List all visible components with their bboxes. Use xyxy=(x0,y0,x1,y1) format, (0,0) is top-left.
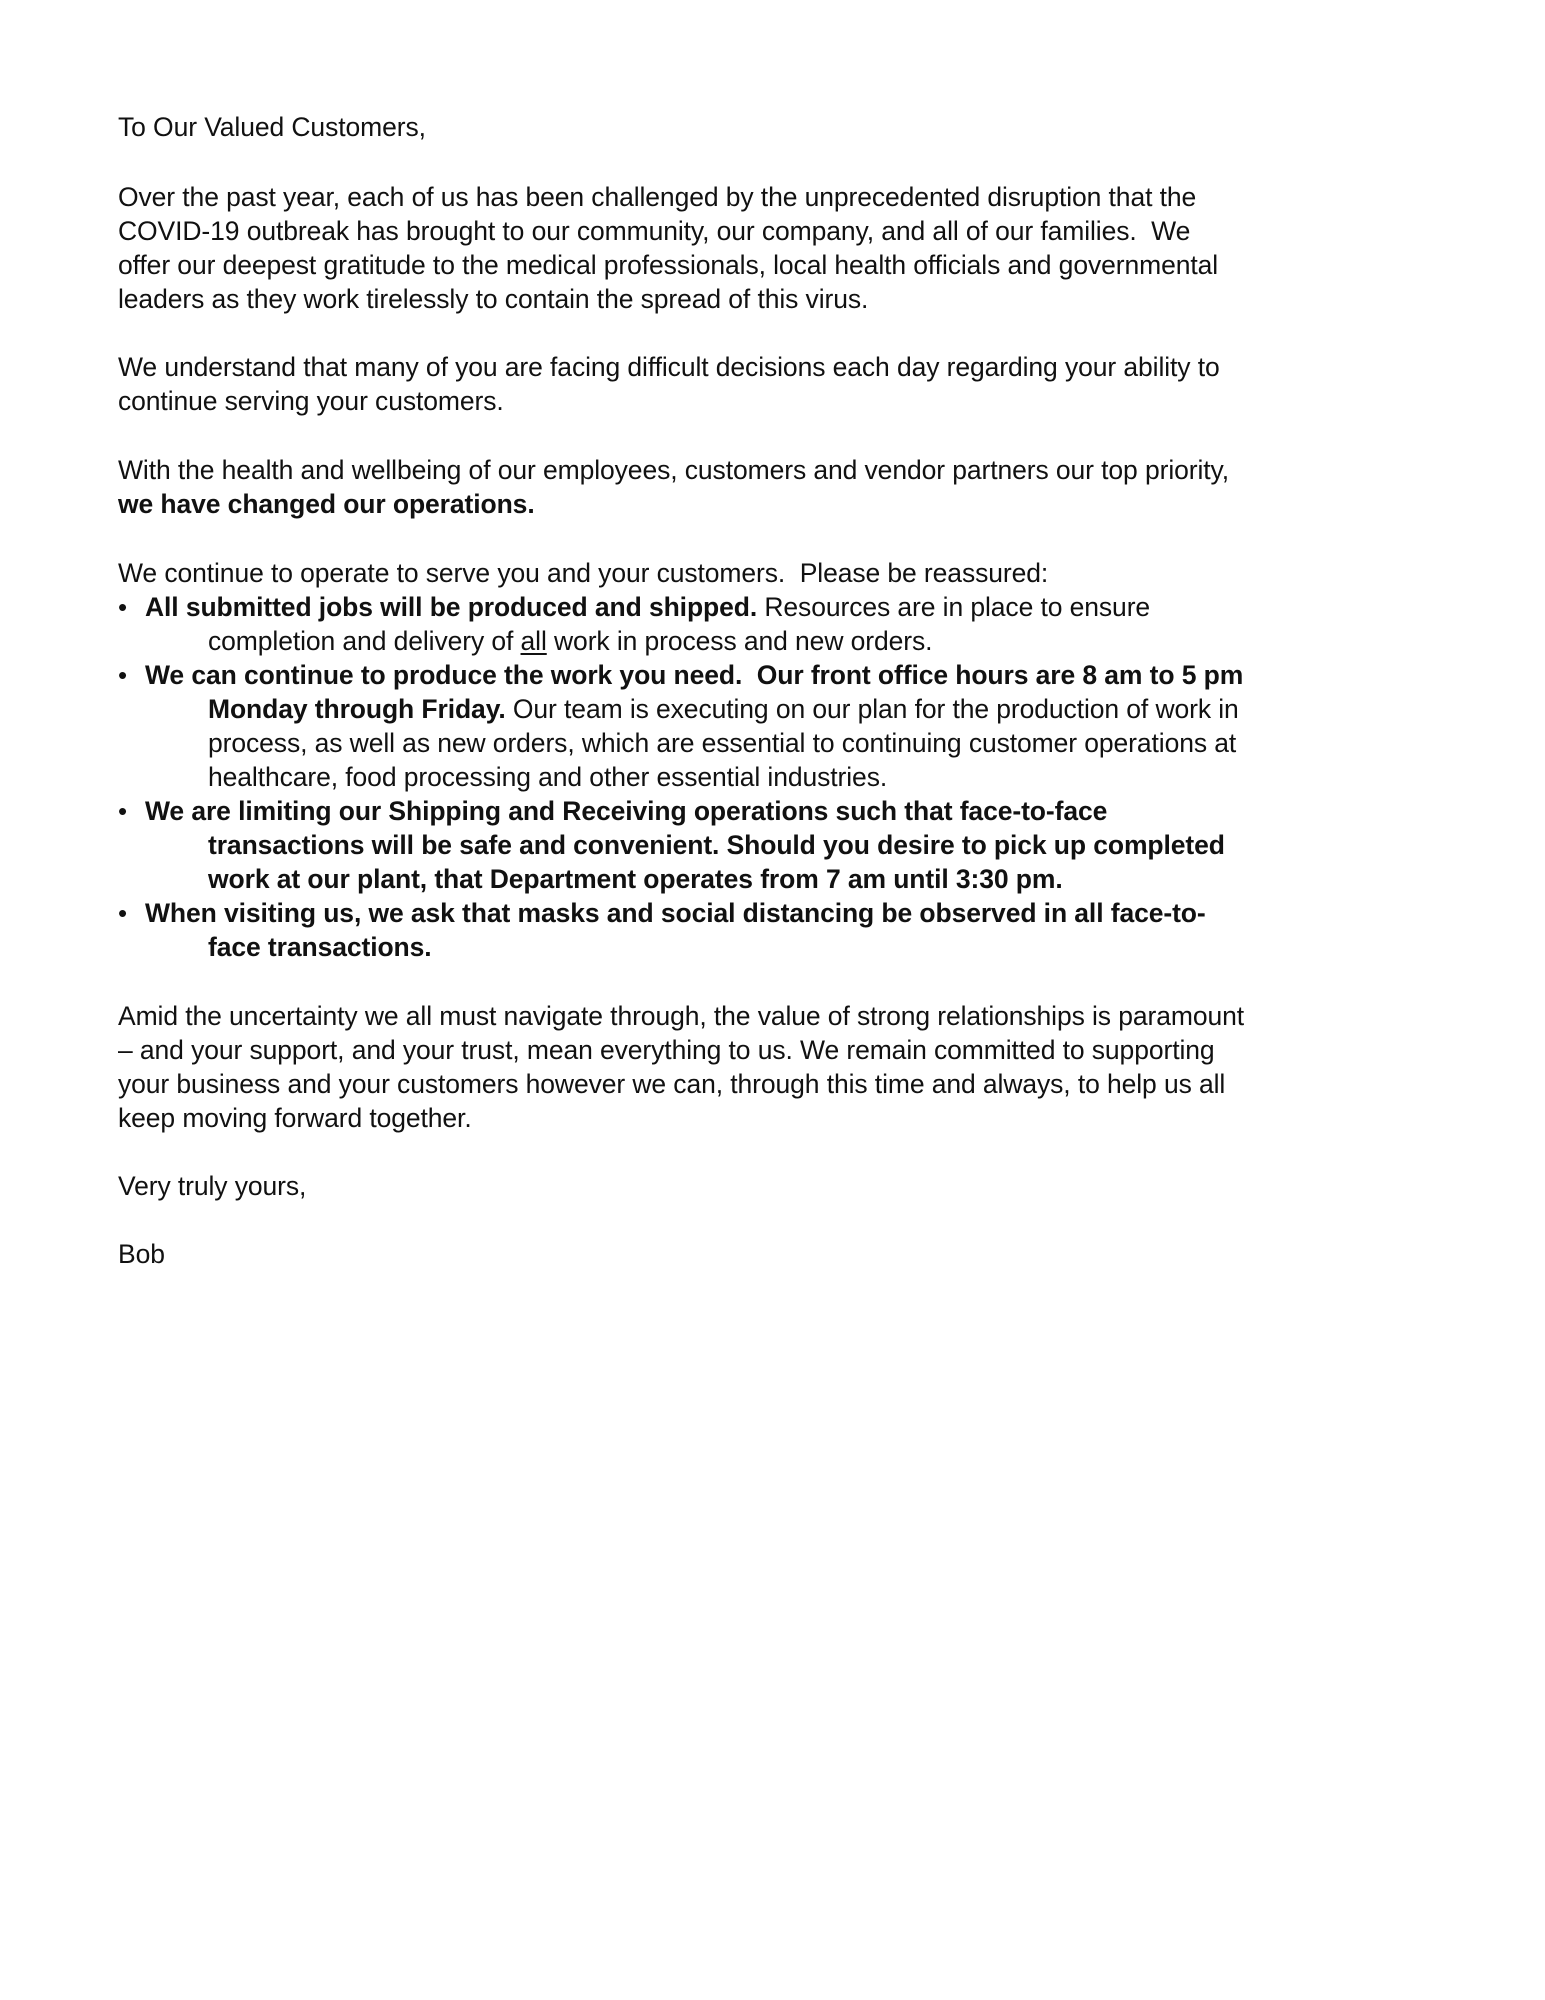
list-item-line: process, as well as new orders, which are essential to continuing customer operations at xyxy=(208,728,1237,758)
paragraph-line: offer our deepest gratitude to the medical professionals, local health officials and governmental xyxy=(118,250,1219,280)
paragraph-line: continue serving your customers. xyxy=(118,386,504,416)
paragraph-line: With the health and wellbeing of our employees, customers and vendor partners our top priority, xyxy=(118,455,1229,485)
list-item-line: We can continue to produce the work you need. Our front office hours are 8 am to 5 pm xyxy=(145,660,1244,690)
paragraph-line: Amid the uncertainty we all must navigate through, the value of strong relationships is paramount xyxy=(118,1001,1245,1031)
paragraph-line: keep moving forward together. xyxy=(118,1103,472,1133)
reassurance-intro: We continue to operate to serve you and your customers. Please be reassured: xyxy=(118,558,1049,588)
closing: Very truly yours, xyxy=(118,1171,307,1201)
paragraph-line: We understand that many of you are facing difficult decisions each day regarding your ability to xyxy=(118,352,1220,382)
bullet-icon: • xyxy=(118,592,128,622)
list-item-line: healthcare, food processing and other essential industries. xyxy=(208,762,888,792)
list-item-line: All submitted jobs will be produced and shipped. Resources are in place to ensure xyxy=(145,592,1151,622)
operations-changed-statement: we have changed our operations. xyxy=(118,489,535,519)
list-item-line: When visiting us, we ask that masks and social distancing be observed in all face-to- xyxy=(145,898,1206,928)
paragraph-line: COVID-19 outbreak has brought to our community, our company, and all of our families. We xyxy=(118,216,1191,246)
paragraph-line: leaders as they work tirelessly to contain the spread of this virus. xyxy=(118,284,869,314)
list-item-line: face transactions. xyxy=(208,932,432,962)
salutation: To Our Valued Customers, xyxy=(118,112,426,142)
bullet-icon: • xyxy=(118,796,128,826)
list-item-line: We are limiting our Shipping and Receiving operations such that face-to-face xyxy=(145,796,1108,826)
signature: Bob xyxy=(118,1239,165,1269)
bullet-icon: • xyxy=(118,898,128,928)
bullet-icon: • xyxy=(118,660,128,690)
list-item-line: transactions will be safe and convenient. Should you desire to pick up completed xyxy=(208,830,1225,860)
paragraph-line: – and your support, and your trust, mean everything to us. We remain committed to supporting xyxy=(118,1035,1215,1065)
paragraph-line: your business and your customers however we can, through this time and always, to help us all xyxy=(118,1069,1226,1099)
list-item-line: Monday through Friday. Our team is executing on our plan for the production of work in xyxy=(208,694,1239,724)
list-item-line: completion and delivery of all work in process and new orders. xyxy=(208,626,933,656)
list-item-line: work at our plant, that Department operates from 7 am until 3:30 pm. xyxy=(208,864,1063,894)
emphasis-all: all xyxy=(520,626,547,656)
paragraph-line: Over the past year, each of us has been challenged by the unprecedented disruption that the xyxy=(118,182,1197,212)
